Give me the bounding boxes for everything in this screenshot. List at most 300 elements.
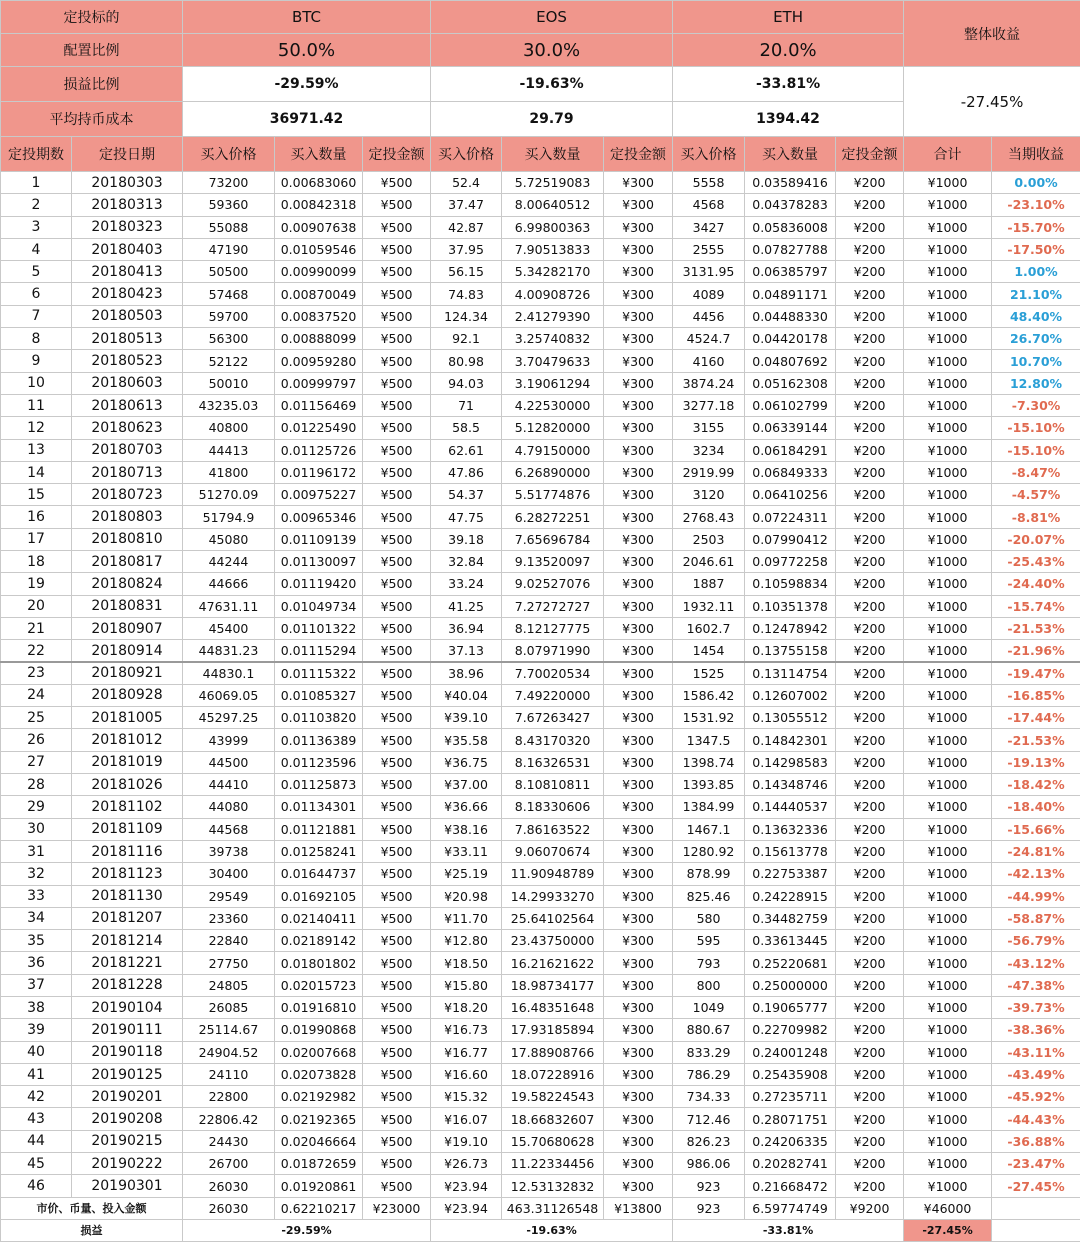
table-cell: -39.73% (992, 996, 1080, 1018)
table-cell: 12 (1, 417, 72, 439)
table-cell: ¥20.98 (431, 885, 502, 907)
table-cell: 0.00888099 (275, 328, 363, 350)
table-cell: ¥1000 (904, 551, 992, 573)
ratio-eth: 20.0% (673, 34, 904, 67)
table-cell: 7.86163522 (502, 818, 604, 840)
table-cell: 3874.24 (673, 372, 745, 394)
table-cell: ¥500 (363, 1108, 431, 1130)
table-cell: 3.70479633 (502, 350, 604, 372)
table-cell: ¥500 (363, 194, 431, 216)
table-cell: 0.06339144 (745, 417, 836, 439)
table-cell: 94.03 (431, 372, 502, 394)
table-cell: ¥500 (363, 1130, 431, 1152)
table-cell: ¥500 (363, 996, 431, 1018)
table-cell: ¥500 (363, 885, 431, 907)
table-cell: ¥500 (363, 729, 431, 751)
table-cell: ¥300 (604, 461, 673, 483)
table-cell: 0.22709982 (745, 1019, 836, 1041)
table-cell: 45400 (183, 617, 275, 639)
table-cell: ¥300 (604, 1086, 673, 1108)
table-cell: 0.14298583 (745, 751, 836, 773)
table-cell: 5.12820000 (502, 417, 604, 439)
table-cell: ¥200 (836, 818, 904, 840)
table-cell: 44413 (183, 439, 275, 461)
table-cell: 20190201 (72, 1086, 183, 1108)
table-cell: 44830.1 (183, 662, 275, 684)
table-row (1, 172, 1080, 194)
table-cell: ¥300 (604, 506, 673, 528)
table-cell: ¥500 (363, 1019, 431, 1041)
table-cell: ¥1000 (904, 863, 992, 885)
table-cell: ¥200 (836, 461, 904, 483)
table-cell: ¥1000 (904, 640, 992, 662)
table-cell: 48.40% (992, 305, 1080, 327)
table-cell: 39 (1, 1019, 72, 1041)
table-cell: 0.13114754 (745, 662, 836, 684)
pnl-btc: -29.59% (183, 67, 431, 102)
table-cell: 39738 (183, 840, 275, 862)
table-cell: ¥1000 (904, 350, 992, 372)
table-row (1, 1063, 1080, 1085)
table-cell: ¥200 (836, 528, 904, 550)
table-cell: 7.67263427 (502, 707, 604, 729)
table-cell: 25 (1, 707, 72, 729)
table-cell: ¥25.19 (431, 863, 502, 885)
table-cell: 0.05836008 (745, 216, 836, 238)
table-cell: 0.24001248 (745, 1041, 836, 1063)
table-cell: ¥200 (836, 662, 904, 684)
table-cell: -15.10% (992, 417, 1080, 439)
table-cell: 1531.92 (673, 707, 745, 729)
table-cell: ¥300 (604, 216, 673, 238)
table-cell: 31 (1, 840, 72, 862)
table-cell: 50500 (183, 261, 275, 283)
table-cell: ¥1000 (904, 1041, 992, 1063)
table-cell: ¥500 (363, 818, 431, 840)
table-cell: 51794.9 (183, 506, 275, 528)
pnl-eth: -33.81% (673, 67, 904, 102)
table-cell: ¥300 (604, 439, 673, 461)
table-cell: 20181102 (72, 796, 183, 818)
table-row (1, 640, 1080, 662)
table-row (1, 1041, 1080, 1063)
table-cell: ¥200 (836, 930, 904, 952)
table-cell: -38.36% (992, 1019, 1080, 1041)
table-cell: -23.47% (992, 1153, 1080, 1175)
table-cell: ¥300 (604, 372, 673, 394)
table-cell: 73200 (183, 172, 275, 194)
asset-row (1, 1, 1080, 34)
table-cell: ¥500 (363, 684, 431, 706)
table-cell: 0.01049734 (275, 595, 363, 617)
table-cell: 3.25740832 (502, 328, 604, 350)
table-cell: ¥1000 (904, 372, 992, 394)
table-cell: -15.74% (992, 595, 1080, 617)
table-cell: ¥23.94 (431, 1175, 502, 1197)
table-cell: 0.15613778 (745, 840, 836, 862)
table-cell: -16.85% (992, 684, 1080, 706)
table-cell: ¥1000 (904, 1153, 992, 1175)
table-row (1, 930, 1080, 952)
summary-market-cell: ¥13800 (604, 1197, 673, 1219)
table-cell: 20180914 (72, 640, 183, 662)
table-cell: ¥1000 (904, 1130, 992, 1152)
table-cell: ¥200 (836, 484, 904, 506)
table-cell: ¥1000 (904, 684, 992, 706)
table-cell: ¥1000 (904, 1175, 992, 1197)
table-cell: ¥500 (363, 1175, 431, 1197)
table-cell: 2555 (673, 238, 745, 260)
table-cell: 44244 (183, 551, 275, 573)
table-cell: 0.01136389 (275, 729, 363, 751)
table-cell: 41.25 (431, 595, 502, 617)
table-cell: ¥300 (604, 662, 673, 684)
table-cell: ¥300 (604, 1019, 673, 1041)
summary-market-row (1, 1197, 1080, 1219)
table-cell: ¥200 (836, 640, 904, 662)
table-cell: 19.58224543 (502, 1086, 604, 1108)
table-cell: ¥1000 (904, 818, 992, 840)
table-row (1, 1175, 1080, 1197)
table-cell: 8.00640512 (502, 194, 604, 216)
table-cell: 44666 (183, 573, 275, 595)
table-cell: 47.86 (431, 461, 502, 483)
table-cell: ¥1000 (904, 238, 992, 260)
table-cell: ¥1000 (904, 573, 992, 595)
table-cell: 47.75 (431, 506, 502, 528)
table-cell: 0.33613445 (745, 930, 836, 952)
table-cell: ¥300 (604, 974, 673, 996)
table-cell: ¥500 (363, 840, 431, 862)
overall-label: 整体收益 (904, 1, 1080, 67)
table-cell: ¥300 (604, 573, 673, 595)
table-cell: 9.13520097 (502, 551, 604, 573)
table-cell: ¥1000 (904, 328, 992, 350)
table-cell: 826.23 (673, 1130, 745, 1152)
table-cell: 56300 (183, 328, 275, 350)
table-cell: 36.94 (431, 617, 502, 639)
table-cell: 3277.18 (673, 394, 745, 416)
table-cell: 1280.92 (673, 840, 745, 862)
table-cell: -18.42% (992, 774, 1080, 796)
table-cell: 14.29933270 (502, 885, 604, 907)
table-row (1, 796, 1080, 818)
table-cell: 20181019 (72, 751, 183, 773)
table-cell: 20180831 (72, 595, 183, 617)
table-cell: 11 (1, 394, 72, 416)
table-cell: ¥500 (363, 640, 431, 662)
table-cell: 28 (1, 774, 72, 796)
table-cell: ¥300 (604, 952, 673, 974)
table-cell: 0.01125873 (275, 774, 363, 796)
table-cell: ¥1000 (904, 484, 992, 506)
table-cell: ¥200 (836, 863, 904, 885)
table-cell: 20181214 (72, 930, 183, 952)
column-header: 买入数量 (745, 137, 836, 172)
table-cell: ¥300 (604, 1175, 673, 1197)
table-cell: -4.57% (992, 484, 1080, 506)
table-cell: -8.81% (992, 506, 1080, 528)
table-cell: 20181109 (72, 818, 183, 840)
table-cell: ¥200 (836, 1041, 904, 1063)
table-cell: ¥300 (604, 328, 673, 350)
table-cell: 0.27235711 (745, 1086, 836, 1108)
table-cell: 44 (1, 1130, 72, 1152)
table-cell: 20181012 (72, 729, 183, 751)
summary-market-cell: ¥46000 (904, 1197, 992, 1219)
table-cell: ¥200 (836, 216, 904, 238)
table-cell: 74.83 (431, 283, 502, 305)
table-cell: ¥1000 (904, 194, 992, 216)
table-cell: 3 (1, 216, 72, 238)
table-cell: -20.07% (992, 528, 1080, 550)
table-cell: 0.00683060 (275, 172, 363, 194)
table-cell: 20181207 (72, 907, 183, 929)
table-cell: 6 (1, 283, 72, 305)
summary-market-cell: ¥23.94 (431, 1197, 502, 1219)
table-cell: ¥300 (604, 751, 673, 773)
table-cell: 37 (1, 974, 72, 996)
table-cell: 0.00842318 (275, 194, 363, 216)
table-cell: ¥39.10 (431, 707, 502, 729)
table-cell: 20181116 (72, 840, 183, 862)
table-cell: 0.24206335 (745, 1130, 836, 1152)
table-cell: 23.43750000 (502, 930, 604, 952)
table-cell: ¥500 (363, 461, 431, 483)
table-cell: ¥300 (604, 774, 673, 796)
table-cell: -15.66% (992, 818, 1080, 840)
table-cell: 32 (1, 863, 72, 885)
table-cell: ¥200 (836, 372, 904, 394)
table-cell: ¥300 (604, 350, 673, 372)
table-cell: 33 (1, 885, 72, 907)
table-row (1, 840, 1080, 862)
table-cell: 57468 (183, 283, 275, 305)
table-cell: ¥200 (836, 551, 904, 573)
table-cell: 20180603 (72, 372, 183, 394)
table-cell: ¥200 (836, 907, 904, 929)
table-cell: 29 (1, 796, 72, 818)
table-row (1, 751, 1080, 773)
table-cell: 92.1 (431, 328, 502, 350)
table-cell: 20190215 (72, 1130, 183, 1152)
table-cell: 20181005 (72, 707, 183, 729)
summary-pnl-total: -27.45% (904, 1219, 992, 1241)
table-cell: 5558 (673, 172, 745, 194)
table-cell: ¥1000 (904, 305, 992, 327)
table-cell: ¥16.77 (431, 1041, 502, 1063)
table-cell: 5 (1, 261, 72, 283)
table-cell: ¥300 (604, 305, 673, 327)
table-cell: 0.03589416 (745, 172, 836, 194)
table-cell: ¥200 (836, 439, 904, 461)
table-cell: 3234 (673, 439, 745, 461)
table-cell: 24904.52 (183, 1041, 275, 1063)
table-row (1, 1153, 1080, 1175)
table-cell: 124.34 (431, 305, 502, 327)
table-cell: -42.13% (992, 863, 1080, 885)
table-cell: ¥500 (363, 595, 431, 617)
table-cell: ¥1000 (904, 907, 992, 929)
table-cell: 986.06 (673, 1153, 745, 1175)
table-cell: 0.01644737 (275, 863, 363, 885)
table-cell: 2 (1, 194, 72, 216)
table-cell: 40 (1, 1041, 72, 1063)
table-cell: 37.95 (431, 238, 502, 260)
table-cell: -19.47% (992, 662, 1080, 684)
table-cell: 793 (673, 952, 745, 974)
table-cell: ¥200 (836, 305, 904, 327)
table-cell: 44080 (183, 796, 275, 818)
table-cell: -43.12% (992, 952, 1080, 974)
table-cell: 4.79150000 (502, 439, 604, 461)
table-cell: -21.96% (992, 640, 1080, 662)
table-cell: 5.51774876 (502, 484, 604, 506)
table-cell: 50010 (183, 372, 275, 394)
table-cell: 734.33 (673, 1086, 745, 1108)
table-cell: 0.01156469 (275, 394, 363, 416)
overall-value: -27.45% (904, 67, 1080, 137)
table-cell: ¥300 (604, 617, 673, 639)
table-cell: ¥16.73 (431, 1019, 502, 1041)
summary-pnl-cell: -33.81% (673, 1219, 904, 1241)
table-cell: ¥300 (604, 729, 673, 751)
table-cell: ¥300 (604, 640, 673, 662)
table-cell: ¥16.60 (431, 1063, 502, 1085)
table-cell: 0.20282741 (745, 1153, 836, 1175)
table-cell: ¥38.16 (431, 818, 502, 840)
table-cell: 3.19061294 (502, 372, 604, 394)
table-cell: ¥200 (836, 283, 904, 305)
table-cell: 21.10% (992, 283, 1080, 305)
table-cell: -56.79% (992, 930, 1080, 952)
table-cell: ¥35.58 (431, 729, 502, 751)
table-cell: -43.49% (992, 1063, 1080, 1085)
table-cell: ¥200 (836, 774, 904, 796)
table-cell: 0.01101322 (275, 617, 363, 639)
table-cell: 1347.5 (673, 729, 745, 751)
table-cell: 20180623 (72, 417, 183, 439)
table-cell: ¥500 (363, 1041, 431, 1063)
table-cell: 0.06849333 (745, 461, 836, 483)
table-cell: 0.06184291 (745, 439, 836, 461)
table-cell: 42 (1, 1086, 72, 1108)
table-cell: ¥1000 (904, 439, 992, 461)
table-cell: ¥16.07 (431, 1108, 502, 1130)
table-cell: 0.02189142 (275, 930, 363, 952)
table-cell: ¥200 (836, 506, 904, 528)
table-row (1, 974, 1080, 996)
table-cell: ¥500 (363, 305, 431, 327)
table-cell: 41800 (183, 461, 275, 483)
summary-market-cell: 923 (673, 1197, 745, 1219)
table-cell: -18.40% (992, 796, 1080, 818)
table-cell: 0.34482759 (745, 907, 836, 929)
table-cell: ¥200 (836, 617, 904, 639)
table-cell: 0.00837520 (275, 305, 363, 327)
table-cell: 20180713 (72, 461, 183, 483)
summary-empty-cell (992, 1197, 1080, 1219)
table-row (1, 818, 1080, 840)
table-cell: 4456 (673, 305, 745, 327)
table-cell: 0.01119420 (275, 573, 363, 595)
table-cell: 8.43170320 (502, 729, 604, 751)
table-cell: 20180513 (72, 328, 183, 350)
table-cell: 20180523 (72, 350, 183, 372)
table-row (1, 394, 1080, 416)
table-cell: 10.70% (992, 350, 1080, 372)
table-cell: ¥300 (604, 1063, 673, 1085)
asset-eth: ETH (673, 1, 904, 34)
table-cell: 47631.11 (183, 595, 275, 617)
table-cell: 24805 (183, 974, 275, 996)
table-cell: 15 (1, 484, 72, 506)
table-row (1, 595, 1080, 617)
table-cell: 43999 (183, 729, 275, 751)
table-cell: ¥1000 (904, 261, 992, 283)
table-cell: 27750 (183, 952, 275, 974)
table-cell: ¥300 (604, 172, 673, 194)
table-cell: 0.10351378 (745, 595, 836, 617)
table-cell: 22800 (183, 1086, 275, 1108)
table-cell: 0.04378283 (745, 194, 836, 216)
table-cell: ¥1000 (904, 216, 992, 238)
table-cell: ¥500 (363, 1153, 431, 1175)
table-cell: 2768.43 (673, 506, 745, 528)
table-cell: ¥500 (363, 907, 431, 929)
table-cell: ¥1000 (904, 662, 992, 684)
column-header: 合计 (904, 137, 992, 172)
summary-market-cell: 463.31126548 (502, 1197, 604, 1219)
table-row (1, 528, 1080, 550)
table-cell: 0.02046664 (275, 1130, 363, 1152)
table-cell: ¥1000 (904, 796, 992, 818)
table-cell: ¥500 (363, 372, 431, 394)
table-cell: ¥200 (836, 417, 904, 439)
table-cell: 0.06102799 (745, 394, 836, 416)
ratio-btc: 50.0% (183, 34, 431, 67)
table-cell: 80.98 (431, 350, 502, 372)
table-cell: ¥1000 (904, 528, 992, 550)
table-cell: 0.01115294 (275, 640, 363, 662)
table-cell: ¥200 (836, 350, 904, 372)
table-cell: ¥37.00 (431, 774, 502, 796)
table-cell: 20180703 (72, 439, 183, 461)
table-row (1, 907, 1080, 929)
table-cell: 20 (1, 595, 72, 617)
table-cell: 45080 (183, 528, 275, 550)
cost-eth: 1394.42 (673, 102, 904, 137)
table-row (1, 350, 1080, 372)
table-row (1, 863, 1080, 885)
table-cell: -15.10% (992, 439, 1080, 461)
column-header: 定投日期 (72, 137, 183, 172)
table-cell: ¥200 (836, 394, 904, 416)
summary-market-label: 市价、币量、投入金额 (1, 1197, 183, 1219)
table-cell: ¥500 (363, 662, 431, 684)
table-cell: 43 (1, 1108, 72, 1130)
table-cell: ¥300 (604, 818, 673, 840)
table-row (1, 305, 1080, 327)
table-cell: ¥300 (604, 796, 673, 818)
table-cell: ¥200 (836, 885, 904, 907)
ratio-label: 配置比例 (1, 34, 183, 67)
table-cell: 52122 (183, 350, 275, 372)
table-cell: -23.10% (992, 194, 1080, 216)
table-cell: 9.06070674 (502, 840, 604, 862)
table-cell: 20190222 (72, 1153, 183, 1175)
table-cell: -43.11% (992, 1041, 1080, 1063)
